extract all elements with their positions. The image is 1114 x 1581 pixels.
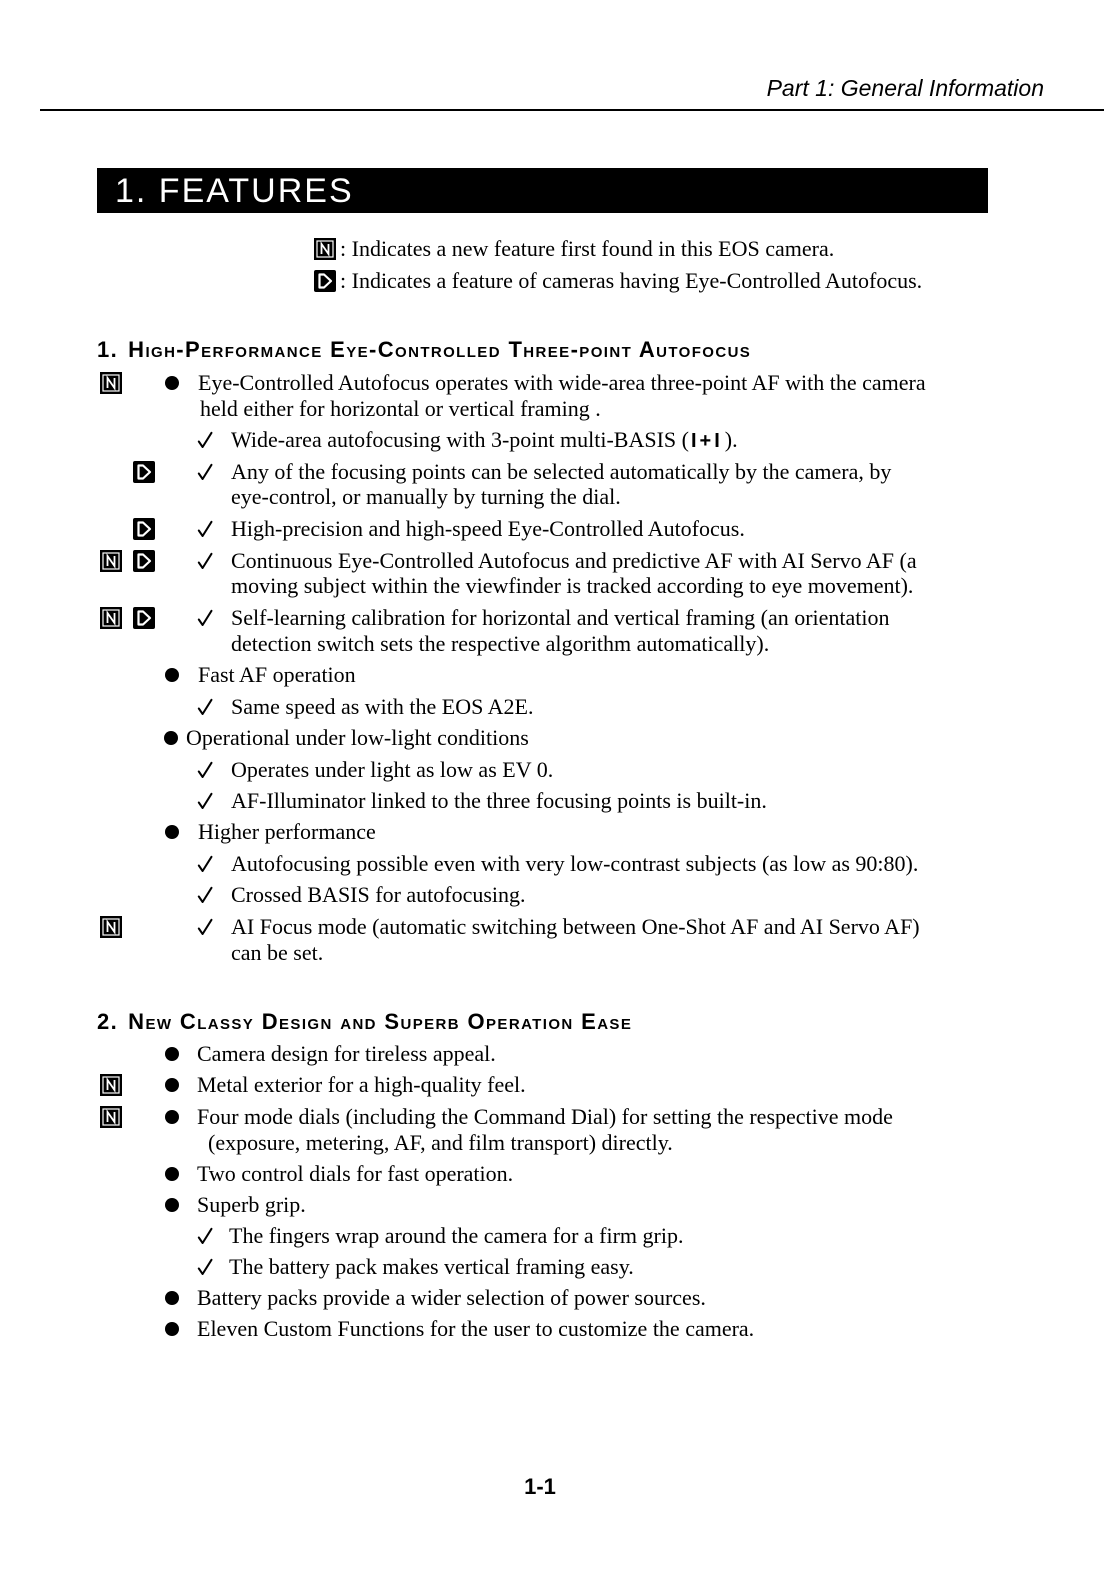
section-heading xyxy=(97,337,751,363)
list-item: Continuous Eye-Controlled Autofocus and predictive AF with AI Servo AF (a xyxy=(231,548,917,573)
list-item: Eye-Controlled Autofocus operates with wide-area three-point AF with the camera xyxy=(198,370,926,395)
basis-symbol: I+I xyxy=(690,430,723,452)
chapter-banner xyxy=(97,168,988,213)
check-icon xyxy=(197,761,213,779)
list-item: Superb grip. xyxy=(197,1192,306,1217)
list-item: Metal exterior for a high-quality feel. xyxy=(197,1072,526,1097)
section-heading xyxy=(97,1009,632,1035)
list-item: Crossed BASIS for autofocusing. xyxy=(231,882,526,907)
bullet-icon xyxy=(165,376,179,390)
list-item: Self-learning calibration for horizontal and vertical framing (an orientation xyxy=(231,605,890,630)
list-item xyxy=(231,427,738,454)
check-icon xyxy=(197,855,213,873)
section-title: High-Performance Eye-Controlled Three-point Autofocus xyxy=(128,337,752,362)
list-item: Higher performance xyxy=(198,819,376,844)
eye-control-icon xyxy=(133,607,155,629)
bullet-icon xyxy=(165,668,179,682)
list-item: Battery packs provide a wider selection of power sources. xyxy=(197,1285,706,1310)
list-item-text: ). xyxy=(724,427,738,452)
check-icon xyxy=(197,1227,213,1245)
page-number: 1-1 xyxy=(524,1474,556,1499)
list-item: The battery pack makes vertical framing easy. xyxy=(229,1254,634,1279)
check-icon xyxy=(197,552,213,570)
bullet-icon xyxy=(165,1198,179,1212)
list-item-continuation: held either for horizontal or vertical framing . xyxy=(200,396,601,421)
eye-control-icon xyxy=(314,270,336,292)
check-icon xyxy=(197,609,213,627)
list-item: Same speed as with the EOS A2E. xyxy=(231,694,534,719)
bullet-icon xyxy=(165,1322,179,1336)
list-item: The fingers wrap around the camera for a firm grip. xyxy=(229,1223,684,1248)
list-item: Operates under light as low as EV 0. xyxy=(231,757,554,782)
new-feature-icon xyxy=(100,550,122,572)
bullet-icon xyxy=(165,1078,179,1092)
list-item: Eleven Custom Functions for the user to customize the camera. xyxy=(197,1316,755,1341)
section-number: 2. xyxy=(97,1009,119,1034)
section-number: 1. xyxy=(97,337,119,362)
new-feature-icon xyxy=(100,916,122,938)
list-item: Autofocusing possible even with very low-contrast subjects (as low as 90:80). xyxy=(231,851,919,876)
new-feature-icon xyxy=(100,607,122,629)
new-feature-icon xyxy=(100,372,122,394)
check-icon xyxy=(197,1258,213,1276)
list-item: Fast AF operation xyxy=(198,662,356,687)
list-item: Operational under low-light conditions xyxy=(186,725,529,750)
check-icon xyxy=(197,463,213,481)
list-item-continuation: eye-control, or manually by turning the dial. xyxy=(231,484,621,509)
new-feature-icon xyxy=(100,1106,122,1128)
bullet-icon xyxy=(165,1291,179,1305)
header-rule xyxy=(40,109,1104,111)
eye-control-icon xyxy=(133,550,155,572)
bullet-icon xyxy=(165,825,179,839)
legend-eye-text: : Indicates a feature of cameras having Eye-Controlled Autofocus. xyxy=(340,268,923,293)
list-item: Camera design for tireless appeal. xyxy=(197,1041,496,1066)
eye-control-icon xyxy=(133,518,155,540)
eye-control-icon xyxy=(133,461,155,483)
bullet-icon xyxy=(165,1167,179,1181)
list-item: AF-Illuminator linked to the three focusing points is built-in. xyxy=(231,788,767,813)
chapter-title: 1. FEATURES xyxy=(115,172,354,210)
running-title: Part 1: General Information xyxy=(766,75,1044,101)
new-feature-icon xyxy=(314,238,336,260)
bullet-icon xyxy=(164,731,178,745)
new-feature-icon xyxy=(100,1074,122,1096)
list-item-continuation: can be set. xyxy=(231,940,324,965)
check-icon xyxy=(197,886,213,904)
list-item-continuation: moving subject within the viewfinder is tracked according to eye movement). xyxy=(231,573,914,598)
bullet-icon xyxy=(165,1047,179,1061)
list-item: AI Focus mode (automatic switching between One-Shot AF and AI Servo AF) xyxy=(231,914,920,939)
list-item: Any of the focusing points can be selected automatically by the camera, by xyxy=(231,459,892,484)
list-item: Four mode dials (including the Command Dial) for setting the respective mode xyxy=(197,1104,893,1129)
list-item: High-precision and high-speed Eye-Controlled Autofocus. xyxy=(231,516,745,541)
legend-new-text: : Indicates a new feature first found in this EOS camera. xyxy=(340,236,835,261)
check-icon xyxy=(197,698,213,716)
list-item-text: Wide-area autofocusing with 3-point multi-BASIS ( xyxy=(231,427,689,452)
check-icon xyxy=(197,520,213,538)
section-title: New Classy Design and Superb Operation Ease xyxy=(128,1009,633,1034)
check-icon xyxy=(197,792,213,810)
list-item: Two control dials for fast operation. xyxy=(197,1161,514,1186)
list-item-continuation: (exposure, metering, AF, and film transport) directly. xyxy=(208,1130,673,1155)
check-icon xyxy=(197,918,213,936)
check-icon xyxy=(197,431,213,449)
list-item-continuation: detection switch sets the respective algorithm automatically). xyxy=(231,631,770,656)
bullet-icon xyxy=(165,1110,179,1124)
